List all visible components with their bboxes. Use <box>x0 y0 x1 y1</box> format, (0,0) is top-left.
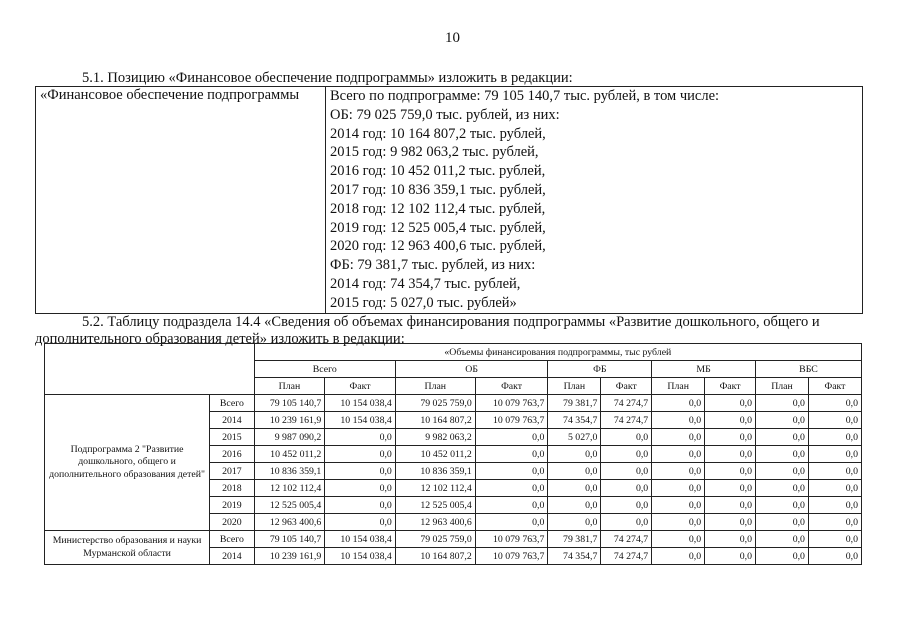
value-cell: 0,0 <box>652 548 705 565</box>
value-cell: 0,0 <box>808 463 861 480</box>
value-cell: 0,0 <box>475 463 548 480</box>
value-cell: 79 025 759,0 <box>395 531 475 548</box>
value-cell: 9 982 063,2 <box>395 429 475 446</box>
value-cell: 9 987 090,2 <box>254 429 325 446</box>
value-cell: 0,0 <box>475 429 548 446</box>
value-cell: 12 963 400,6 <box>254 514 325 531</box>
financing-line: 2015 год: 5 027,0 тыс. рублей» <box>330 294 517 311</box>
table-row <box>45 531 862 548</box>
value-cell: 79 381,7 <box>548 395 601 412</box>
value-cell: 0,0 <box>808 497 861 514</box>
value-cell: 10 239 161,9 <box>254 548 325 565</box>
value-cell: 0,0 <box>325 480 396 497</box>
value-cell: 0,0 <box>705 412 756 429</box>
value-cell: 0,0 <box>756 429 809 446</box>
value-cell: 74 354,7 <box>548 548 601 565</box>
year-cell: 2016 <box>210 446 255 463</box>
value-cell: 10 079 763,7 <box>475 531 548 548</box>
year-cell: 2014 <box>210 412 255 429</box>
year-cell: 2018 <box>210 480 255 497</box>
year-cell: 2019 <box>210 497 255 514</box>
column-sub-header: План <box>756 378 809 395</box>
column-sub-header: План <box>395 378 475 395</box>
value-cell: 0,0 <box>652 531 705 548</box>
financing-line: 2017 год: 10 836 359,1 тыс. рублей, <box>330 181 546 198</box>
financing-line: 2019 год: 12 525 005,4 тыс. рублей, <box>330 219 546 236</box>
year-cell: 2014 <box>210 548 255 565</box>
value-cell: 0,0 <box>808 480 861 497</box>
value-cell: 0,0 <box>475 514 548 531</box>
value-cell: 0,0 <box>601 480 652 497</box>
program-name-cell: Подпрограмма 2 "Развитие дошкольного, общего и дополнительного образования детей" <box>45 395 210 531</box>
value-cell: 10 164 807,2 <box>395 548 475 565</box>
value-cell: 12 102 112,4 <box>254 480 325 497</box>
value-cell: 0,0 <box>756 497 809 514</box>
value-cell: 0,0 <box>652 395 705 412</box>
value-cell: 0,0 <box>652 480 705 497</box>
table-row <box>45 395 862 412</box>
value-cell: 10 154 038,4 <box>325 548 396 565</box>
financing-label: «Финансовое обеспечение подпрограммы <box>36 87 326 314</box>
column-group-header: ФБ <box>548 361 652 378</box>
value-cell: 0,0 <box>705 463 756 480</box>
financing-line: ОБ: 79 025 759,0 тыс. рублей, из них: <box>330 106 560 123</box>
financing-line: ФБ: 79 381,7 тыс. рублей, из них: <box>330 257 536 274</box>
value-cell: 0,0 <box>601 497 652 514</box>
value-cell: 0,0 <box>601 463 652 480</box>
value-cell: 0,0 <box>601 514 652 531</box>
year-cell: 2017 <box>210 463 255 480</box>
value-cell: 0,0 <box>601 429 652 446</box>
value-cell: 0,0 <box>325 497 396 514</box>
value-cell: 10 154 038,4 <box>325 531 396 548</box>
value-cell: 10 836 359,1 <box>254 463 325 480</box>
value-cell: 0,0 <box>548 480 601 497</box>
column-group-header: Всего <box>254 361 395 378</box>
column-sub-header: Факт <box>601 378 652 395</box>
value-cell: 74 274,7 <box>601 412 652 429</box>
value-cell: 10 154 038,4 <box>325 395 396 412</box>
value-cell: 0,0 <box>652 497 705 514</box>
value-cell: 0,0 <box>548 463 601 480</box>
value-cell: 0,0 <box>756 395 809 412</box>
year-cell: Всего <box>210 395 255 412</box>
value-cell: 79 025 759,0 <box>395 395 475 412</box>
column-sub-header: Факт <box>808 378 861 395</box>
table-caption: «Объемы финансирования подпрограммы, тыс рублей <box>254 344 861 361</box>
value-cell: 0,0 <box>756 531 809 548</box>
value-cell: 0,0 <box>601 446 652 463</box>
value-cell: 0,0 <box>705 514 756 531</box>
value-cell: 12 525 005,4 <box>254 497 325 514</box>
value-cell: 0,0 <box>652 412 705 429</box>
value-cell: 0,0 <box>756 548 809 565</box>
financing-line: 2016 год: 10 452 011,2 тыс. рублей, <box>330 163 546 180</box>
value-cell: 0,0 <box>325 429 396 446</box>
page-number: 10 <box>445 30 460 46</box>
financing-line: 2014 год: 10 164 807,2 тыс. рублей, <box>330 125 546 142</box>
value-cell: 74 274,7 <box>601 548 652 565</box>
value-cell: 0,0 <box>548 446 601 463</box>
value-cell: 0,0 <box>705 480 756 497</box>
financing-line: Всего по подпрограмме: 79 105 140,7 тыс. рублей, в том числе: <box>330 88 720 104</box>
value-cell: 0,0 <box>705 429 756 446</box>
value-cell: 0,0 <box>808 531 861 548</box>
column-sub-header: Факт <box>325 378 396 395</box>
value-cell: 0,0 <box>652 463 705 480</box>
financing-line: 2015 год: 9 982 063,2 тыс. рублей, <box>330 144 539 161</box>
value-cell: 0,0 <box>652 429 705 446</box>
section-5-2-intro: 5.2. Таблицу подраздела 14.4 «Сведения об объемах финансирования подпрограммы «Развитие дошкольного, общего и дополнительного образования детей» изложить в редакции: <box>35 314 820 347</box>
value-cell: 0,0 <box>808 548 861 565</box>
value-cell: 0,0 <box>808 429 861 446</box>
financing-line: 2014 год: 74 354,7 тыс. рублей, <box>330 275 521 292</box>
column-group-header: МБ <box>652 361 756 378</box>
financing-values <box>326 87 863 314</box>
column-group-header: ВБС <box>756 361 862 378</box>
value-cell: 10 452 011,2 <box>254 446 325 463</box>
value-cell: 0,0 <box>705 395 756 412</box>
column-sub-header: План <box>548 378 601 395</box>
value-cell: 0,0 <box>808 514 861 531</box>
value-cell: 74 274,7 <box>601 395 652 412</box>
value-cell: 0,0 <box>652 514 705 531</box>
value-cell: 10 239 161,9 <box>254 412 325 429</box>
value-cell: 0,0 <box>808 446 861 463</box>
value-cell: 79 381,7 <box>548 531 601 548</box>
column-sub-header: Факт <box>475 378 548 395</box>
value-cell: 10 079 763,7 <box>475 395 548 412</box>
value-cell: 10 079 763,7 <box>475 548 548 565</box>
column-group-header: ОБ <box>395 361 548 378</box>
value-cell: 12 102 112,4 <box>395 480 475 497</box>
value-cell: 0,0 <box>475 480 548 497</box>
value-cell: 0,0 <box>756 514 809 531</box>
column-sub-header: План <box>652 378 705 395</box>
value-cell: 10 164 807,2 <box>395 412 475 429</box>
value-cell: 0,0 <box>705 548 756 565</box>
financing-line: 2020 год: 12 963 400,6 тыс. рублей, <box>330 238 546 255</box>
value-cell: 0,0 <box>705 446 756 463</box>
value-cell: 74 274,7 <box>601 531 652 548</box>
value-cell: 5 027,0 <box>548 429 601 446</box>
value-cell: 0,0 <box>548 514 601 531</box>
header-blank-cell <box>45 344 255 395</box>
financing-line: 2018 год: 12 102 112,4 тыс. рублей, <box>330 200 546 217</box>
value-cell: 0,0 <box>756 463 809 480</box>
value-cell: 0,0 <box>325 446 396 463</box>
value-cell: 0,0 <box>756 480 809 497</box>
value-cell: 0,0 <box>325 514 396 531</box>
year-cell: 2020 <box>210 514 255 531</box>
value-cell: 0,0 <box>325 463 396 480</box>
program-name-cell: Министерство образования и науки Мурманской области <box>45 531 210 565</box>
value-cell: 0,0 <box>808 395 861 412</box>
value-cell: 79 105 140,7 <box>254 395 325 412</box>
value-cell: 0,0 <box>475 497 548 514</box>
financing-table <box>35 86 863 314</box>
value-cell: 10 154 038,4 <box>325 412 396 429</box>
value-cell: 0,0 <box>705 497 756 514</box>
value-cell: 12 525 005,4 <box>395 497 475 514</box>
value-cell: 0,0 <box>756 446 809 463</box>
year-cell: Всего <box>210 531 255 548</box>
value-cell: 74 354,7 <box>548 412 601 429</box>
column-sub-header: План <box>254 378 325 395</box>
section-5-1-intro: 5.1. Позицию «Финансовое обеспечение подпрограммы» изложить в редакции: <box>82 70 573 86</box>
value-cell: 12 963 400,6 <box>395 514 475 531</box>
value-cell: 79 105 140,7 <box>254 531 325 548</box>
value-cell: 0,0 <box>756 412 809 429</box>
value-cell: 10 079 763,7 <box>475 412 548 429</box>
value-cell: 10 836 359,1 <box>395 463 475 480</box>
column-sub-header: Факт <box>705 378 756 395</box>
value-cell: 10 452 011,2 <box>395 446 475 463</box>
value-cell: 0,0 <box>475 446 548 463</box>
value-cell: 0,0 <box>808 412 861 429</box>
value-cell: 0,0 <box>705 531 756 548</box>
value-cell: 0,0 <box>652 446 705 463</box>
year-cell: 2015 <box>210 429 255 446</box>
funding-volume-table <box>44 343 862 565</box>
value-cell: 0,0 <box>548 497 601 514</box>
